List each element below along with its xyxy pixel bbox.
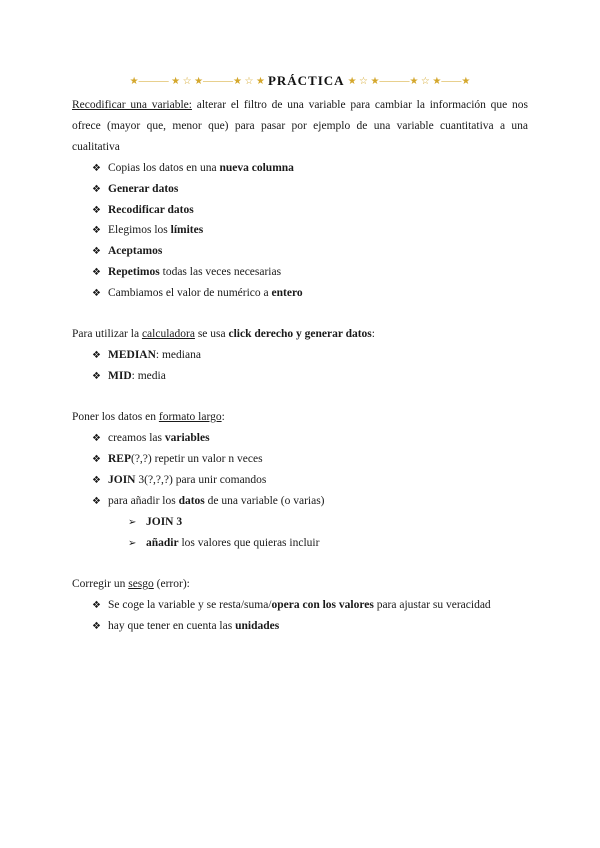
item-text: Elegimos los (108, 224, 171, 236)
item-text-post: : mediana (155, 349, 201, 361)
list-item (92, 158, 294, 179)
section1-intro-line1: alterar el filtro de una variable para cambiar la información que nos (191, 99, 528, 111)
list-item (92, 200, 194, 221)
section4-text-post: (error): (153, 578, 190, 590)
item-text: Copias los datos en una (108, 162, 220, 174)
sub-list-item (128, 512, 182, 533)
item-bold: nueva columna (219, 162, 294, 174)
diamond-bullet-icon: ❖ (92, 475, 101, 486)
section2-text-pre: Para utilizar la (72, 328, 142, 340)
diamond-bullet-icon: ❖ (92, 371, 101, 382)
item-text-post: todas las veces necesarias (159, 266, 282, 278)
item-bold: datos (178, 495, 205, 507)
section1-intro-line2: ofrece (mayor que, menor que) para pasar por ejemplo de una variable cuantitativa a una (72, 120, 528, 132)
item-bold: límites (170, 224, 204, 236)
page-title: PRÁCTICA (267, 73, 345, 88)
item-text: hay que tener en cuenta las (108, 620, 236, 632)
item-bold: opera con los valores (271, 599, 374, 611)
item-text: Se coge la variable y se resta/suma/ (108, 599, 272, 611)
title-ornament-left: ★——— ★ ☆ ★———★ ☆ ★ (129, 75, 265, 87)
sub-list-item (128, 533, 319, 554)
list-item (92, 241, 162, 262)
item-text: Cambiamos el valor de numérico a (108, 287, 272, 299)
item-bold: Generar datos (108, 183, 179, 195)
section4-underlined: sesgo (128, 578, 154, 590)
section2-underlined: calculadora (141, 328, 195, 340)
section4-text-pre: Corregir un (72, 578, 129, 590)
item-text-post: para ajustar su veracidad (373, 599, 491, 611)
item-text-post: : media (131, 370, 166, 382)
list-item (92, 366, 166, 387)
item-bold: Recodificar datos (108, 204, 194, 216)
section2-text-post: : (371, 328, 375, 340)
item-bold: entero (271, 287, 303, 299)
diamond-bullet-icon: ❖ (92, 246, 101, 257)
item-text: para añadir los (108, 495, 179, 507)
list-item (92, 262, 281, 283)
item-text-post: 3(?,?,?) para unir comandos (135, 474, 267, 486)
section3-intro (72, 407, 528, 428)
diamond-bullet-icon: ❖ (92, 205, 101, 216)
item-bold: JOIN (108, 474, 136, 486)
section1-heading: Recodificar una variable: (72, 99, 192, 111)
section3-text-post: : (221, 411, 225, 423)
item-bold: variables (164, 432, 210, 444)
list-item (92, 179, 178, 200)
diamond-bullet-icon: ❖ (92, 433, 101, 444)
list-item (92, 616, 279, 637)
list-item (92, 283, 303, 304)
title-row (72, 72, 528, 90)
diamond-bullet-icon: ❖ (92, 454, 101, 465)
diamond-bullet-icon: ❖ (92, 163, 101, 174)
diamond-bullet-icon: ❖ (92, 496, 101, 507)
diamond-bullet-icon: ❖ (92, 600, 101, 611)
diamond-bullet-icon: ❖ (92, 621, 101, 632)
item-text-post: los valores que quieras incluir (178, 537, 320, 549)
section1-intro-line3: cualitativa (72, 141, 120, 153)
list-item (92, 345, 201, 366)
list-item (92, 595, 491, 616)
title-ornament-right: ★ ☆ ★———★ ☆ ★——★ (347, 75, 471, 87)
item-bold: Aceptamos (108, 245, 163, 257)
diamond-bullet-icon: ❖ (92, 288, 101, 299)
section1-intro (72, 95, 528, 158)
item-bold: MEDIAN (108, 349, 156, 361)
diamond-bullet-icon: ❖ (92, 184, 101, 195)
item-bold: REP (108, 453, 131, 465)
item-text-post: de una variable (o varias) (204, 495, 325, 507)
item-bold: Repetimos (108, 266, 160, 278)
list-item (92, 449, 263, 470)
list-item (92, 470, 266, 491)
item-text: creamos las (108, 432, 165, 444)
diamond-bullet-icon: ❖ (92, 267, 101, 278)
diamond-bullet-icon: ❖ (92, 350, 101, 361)
item-bold: MID (108, 370, 132, 382)
section3-text-pre: Poner los datos en (72, 411, 159, 423)
item-bold: añadir (146, 537, 179, 549)
list-item (92, 428, 210, 449)
section2-intro (72, 324, 528, 345)
section2-bold: click derecho y generar datos (228, 328, 372, 340)
section3-underlined: formato largo (158, 411, 222, 423)
list-item (92, 220, 203, 241)
arrow-bullet-icon: ➢ (128, 538, 137, 549)
diamond-bullet-icon: ❖ (92, 225, 101, 236)
item-text-post: (?,?) repetir un valor n veces (131, 453, 263, 465)
arrow-bullet-icon: ➢ (128, 517, 137, 528)
section2-text-mid: se usa (194, 328, 229, 340)
section4-intro (72, 574, 528, 595)
item-bold: unidades (235, 620, 280, 632)
item-bold: JOIN 3 (146, 516, 183, 528)
list-item (92, 491, 325, 512)
